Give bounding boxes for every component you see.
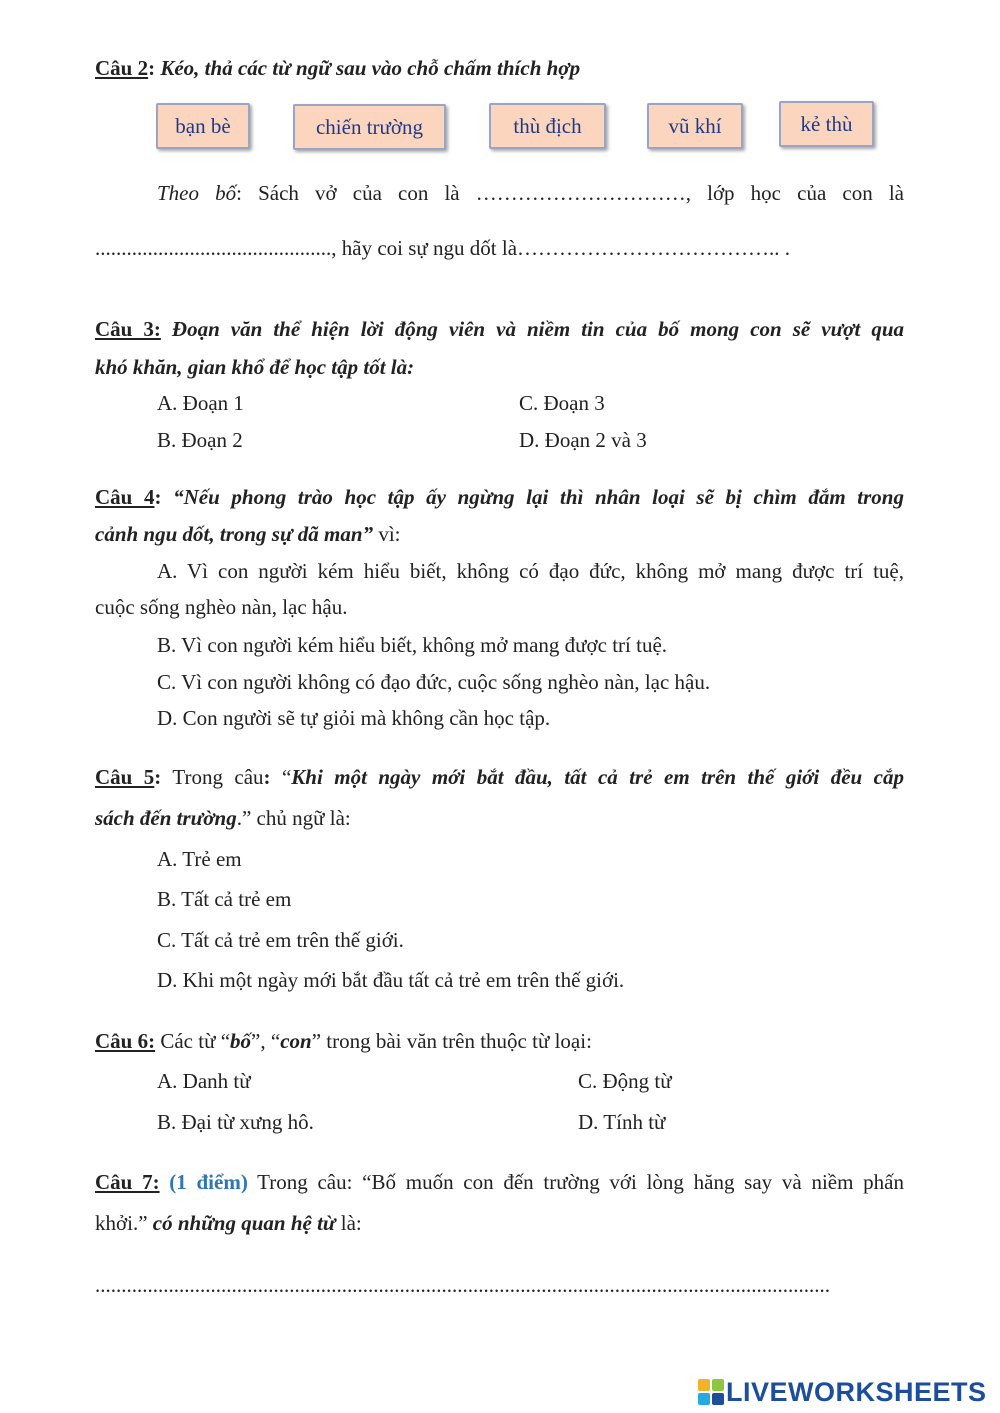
- q2-sentence-line2: ............................................., hãy coi sự ngu dốt là……………………………….. .: [95, 236, 791, 260]
- q4-option-a-line2[interactable]: cuộc sống nghèo nàn, lạc hậu.: [95, 595, 348, 619]
- q5-option-b[interactable]: B. Tất cả trẻ em: [157, 887, 292, 911]
- q3-heading-line2: khó khăn, gian khổ để học tập tốt là:: [95, 355, 415, 379]
- q5-heading-line2: sách đến trường.” chủ ngữ là:: [95, 806, 351, 830]
- q4-option-d[interactable]: D. Con người sẽ tự giỏi mà không cần học tập.: [157, 706, 551, 730]
- q7-heading: Câu 7: (1 điểm) Trong câu: “Bố muốn con đến trường với lòng hăng say và niềm phấn: [95, 1170, 904, 1194]
- chip-ke-thu[interactable]: kẻ thù: [779, 101, 874, 147]
- logo-square-3: [698, 1393, 710, 1405]
- q3-option-c[interactable]: C. Đoạn 3: [519, 391, 605, 415]
- q4-option-b[interactable]: B. Vì con người kém hiểu biết, không mở mang được trí tuệ.: [157, 633, 668, 657]
- q4-number: Câu 4: [95, 485, 155, 509]
- q7-number: Câu 7:: [95, 1170, 160, 1194]
- q2-blank-1[interactable]: : Sách vở của con là …………………………, lớp học của con là: [236, 181, 904, 205]
- q5-option-d[interactable]: D. Khi một ngày mới bắt đầu tất cả trẻ em trên thế giới.: [157, 968, 625, 992]
- q6-option-b[interactable]: B. Đại từ xưng hô.: [157, 1110, 314, 1134]
- liveworksheets-logo-text: LIVEWORKSHEETS: [726, 1376, 987, 1407]
- liveworksheets-logo-icon: [698, 1379, 724, 1405]
- q6-option-a[interactable]: A. Danh từ: [157, 1069, 251, 1093]
- q2-number: Câu 2: [95, 56, 149, 80]
- q7-answer-line[interactable]: ............................................................................................................................................: [95, 1273, 830, 1297]
- q3-option-b[interactable]: B. Đoạn 2: [157, 428, 243, 452]
- q5-number: Câu 5: [95, 765, 155, 789]
- q2-heading: Câu 2: Kéo, thả các từ ngữ sau vào chỗ chấm thích hợp: [95, 56, 581, 80]
- q4-option-c[interactable]: C. Vì con người không có đạo đức, cuộc sống nghèo nàn, lạc hậu.: [157, 670, 711, 694]
- q4-heading: Câu 4: “Nếu phong trào học tập ấy ngừng lại thì nhân loại sẽ bị chìm đắm trong: [95, 485, 904, 509]
- logo-square-2: [712, 1379, 724, 1391]
- q7-points: (1 điểm): [159, 1170, 248, 1194]
- q4-heading-line2: cảnh ngu dốt, trong sự dã man” vì:: [95, 522, 401, 546]
- chip-thu-dich[interactable]: thù địch: [489, 103, 606, 149]
- q6-option-d[interactable]: D. Tính từ: [578, 1110, 666, 1134]
- q2-prompt: Kéo, thả các từ ngữ sau vào chỗ chấm thích hợp: [155, 56, 581, 80]
- chip-ban-be[interactable]: bạn bè: [156, 103, 250, 149]
- q2-sentence-line1: Theo bố: Sách vở của con là …………………………, lớp học của con là: [157, 181, 904, 205]
- q3-option-d[interactable]: D. Đoạn 2 và 3: [519, 428, 647, 452]
- liveworksheets-logo: [698, 1376, 994, 1408]
- q5-option-c[interactable]: C. Tất cả trẻ em trên thế giới.: [157, 928, 404, 952]
- q6-heading: Câu 6: Các từ “bố”, “con” trong bài văn trên thuộc từ loại:: [95, 1029, 592, 1053]
- q6-option-c[interactable]: C. Động từ: [578, 1069, 672, 1093]
- q4-option-a[interactable]: A. Vì con người kém hiểu biết, không có đạo đức, không mở mang được trí tuệ,: [157, 559, 904, 583]
- logo-square-1: [698, 1379, 710, 1391]
- q5-heading: Câu 5: Trong câu: “Khi một ngày mới bắt đầu, tất cả trẻ em trên thế giới đều cắp: [95, 765, 904, 789]
- logo-square-4: [712, 1393, 724, 1405]
- q3-option-a[interactable]: A. Đoạn 1: [157, 391, 244, 415]
- q6-number: Câu 6:: [95, 1029, 156, 1053]
- chip-chien-truong[interactable]: chiến trường: [293, 104, 446, 150]
- chip-vu-khi[interactable]: vũ khí: [647, 103, 743, 149]
- q3-heading: Câu 3: Đoạn văn thể hiện lời động viên và niềm tin của bố mong con sẽ vượt qua: [95, 317, 905, 341]
- q3-number: Câu 3:: [95, 317, 161, 341]
- q7-heading-line2: khởi.” có những quan hệ từ là:: [95, 1211, 362, 1235]
- q5-option-a[interactable]: A. Trẻ em: [157, 847, 242, 871]
